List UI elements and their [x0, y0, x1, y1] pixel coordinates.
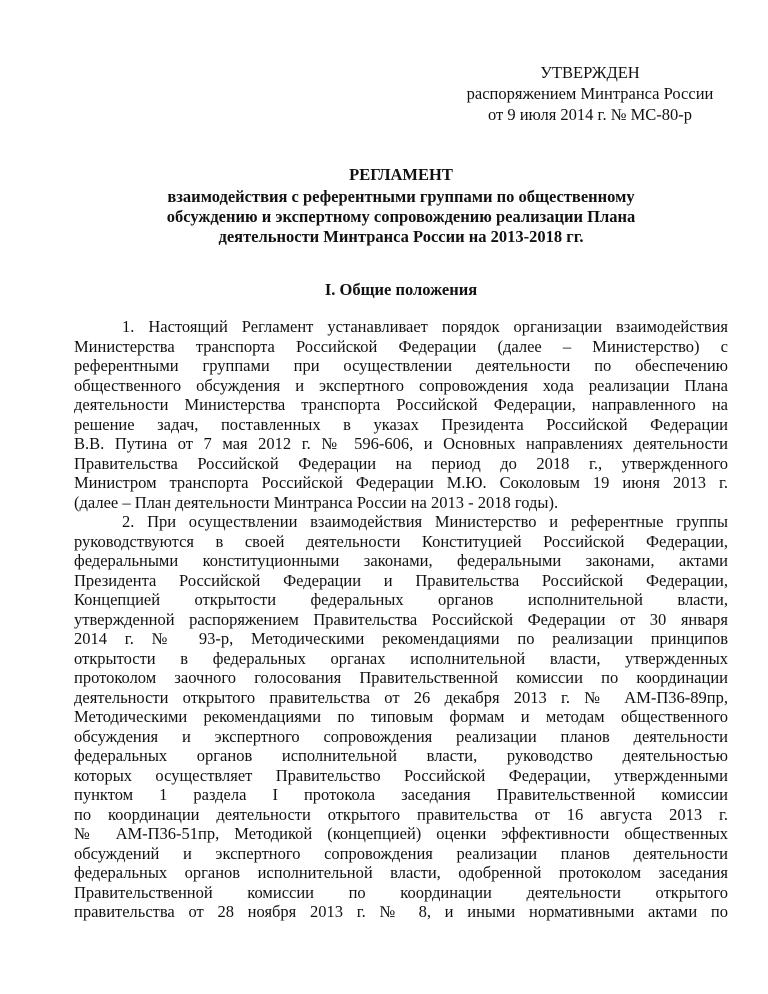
text-line: В.В. Путина от 7 мая 2012 г. № 596-606, и Основных направлениях деятельности — [74, 434, 728, 453]
text-line: общественного обсуждения и экспертного сопровождения хода реализации Плана — [74, 375, 728, 395]
paragraph-2 — [74, 512, 728, 922]
text-line: решение задач, поставленных в указах Президента Российской Федерации — [74, 414, 728, 434]
text-line: Правительственной комиссии по координации деятельности открытого — [74, 882, 728, 902]
text-line: обсуждения и экспертного сопровождения реализации планов деятельности — [74, 726, 728, 746]
text-line: обсуждений и экспертного сопровождения реализации планов деятельности — [74, 843, 728, 863]
text-line: 2014 г. № 93-р, Методическими рекомендациями по реализации принципов — [74, 629, 728, 648]
text-line: пунктом 1 раздела I протокола заседания Правительственной комиссии — [74, 785, 728, 804]
text-line: правительства от 28 ноября 2013 г. № 8, и иными нормативными актами по — [74, 902, 728, 921]
text-line: 2. При осуществлении взаимодействия Министерство и референтные группы — [122, 512, 728, 531]
text-line: деятельности Министерства транспорта Российской Федерации, направленного на — [74, 395, 728, 414]
text-line: федеральных органов исполнительной власти, руководство деятельностью — [74, 746, 728, 765]
text-line: Министром транспорта Российской Федерации М.Ю. Соколовым 19 июня 2013 г. — [74, 473, 728, 492]
text-line: (далее – План деятельности Минтранса России на 2013 - 2018 годы). — [74, 492, 559, 512]
approval-line: распоряжением Минтранса России — [466, 84, 714, 103]
document-body — [74, 317, 728, 922]
text-line: Методическими рекомендациями по типовым формам и методам общественного — [74, 707, 728, 726]
text-line: Правительства Российской Федерации на период до 2018 г., утвержденного — [74, 453, 728, 473]
document-subtitle-line: взаимодействия с референтными группами по общественному — [167, 187, 635, 206]
text-line: № АМ-П36-51пр, Методикой (концепцией) оценки эффективности общественных — [74, 824, 728, 843]
paragraph-1 — [74, 317, 728, 512]
approval-stamp — [440, 62, 740, 125]
text-line: Министерства транспорта Российской Федерации (далее – Министерство) с — [74, 336, 728, 356]
text-line: Концепцией открытости федеральных органов исполнительной власти, — [74, 590, 728, 609]
text-line: 1. Настоящий Регламент устанавливает порядок организации взаимодействия — [122, 317, 728, 336]
document-subtitle-line: деятельности Минтранса России на 2013-2018 гг. — [218, 227, 584, 246]
text-line: утвержденной распоряжением Правительства Российской Федерации от 30 января — [74, 609, 728, 629]
text-line: протоколом заочного голосования Правительственной комиссии по координации — [74, 668, 728, 687]
text-line: по координации деятельности открытого правительства от 16 августа 2013 г. — [74, 804, 728, 824]
section-heading: I. Общие положения — [324, 280, 478, 299]
approval-line: от 9 июля 2014 г. № МС-80-р — [487, 105, 692, 124]
text-line: референтными группами при осуществлении деятельности по обеспечению — [74, 356, 728, 375]
approval-line: УТВЕРЖДЕН — [540, 63, 640, 82]
text-line: которых осуществляет Правительство Российской Федерации, утвержденными — [74, 765, 728, 785]
document-subtitle-line: обсуждению и экспертному сопровождению реализации Плана — [166, 207, 636, 226]
text-line: федеральными конституционными законами, федеральными законами, актами — [74, 551, 728, 570]
text-line: федеральных органов исполнительной власти, одобренной протоколом заседания — [74, 863, 728, 882]
text-line: деятельности открытого правительства от 26 декабря 2013 г. № АМ-П36-89пр, — [74, 687, 728, 707]
text-line: Президента Российской Федерации и Правительства Российской Федерации, — [74, 570, 728, 590]
document-title: РЕГЛАМЕНТ — [349, 165, 453, 184]
text-line: руководствуются в своей деятельности Конституцией Российской Федерации, — [74, 531, 728, 551]
text-line: открытости в федеральных органах исполнительной власти, утвержденных — [74, 648, 728, 668]
document-title-block — [74, 165, 728, 247]
